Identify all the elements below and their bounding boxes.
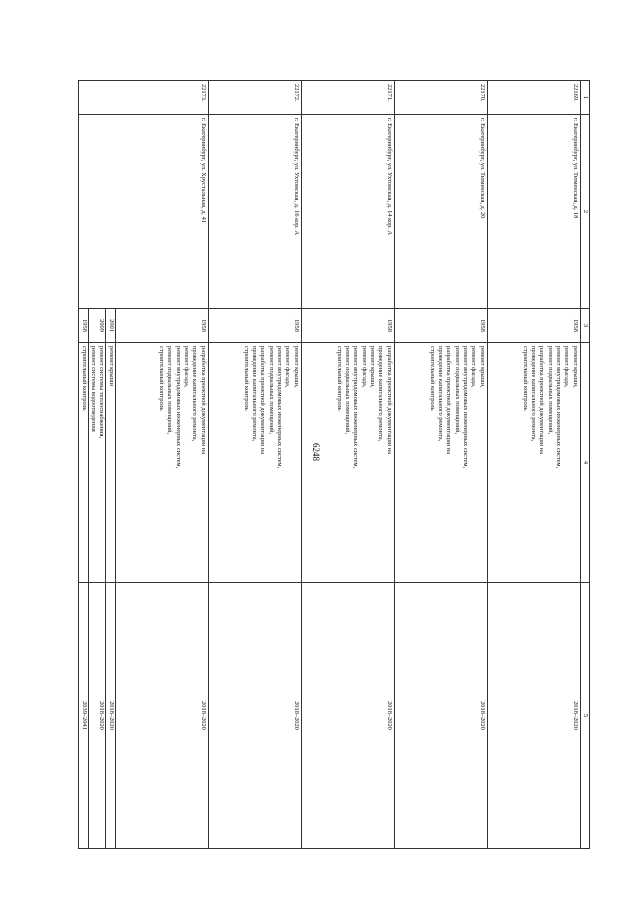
row-address: г. Екатеринбург, ул. Хрустальная, д. 41: [79, 115, 208, 309]
document-table-frame: [80, 80, 590, 848]
work-line: ремонт внутридомовых инженерных систем,: [555, 346, 563, 469]
work-line: ремонт подвальных помещений,: [546, 346, 554, 435]
subrow-period: 2018–2020: [88, 583, 106, 849]
header-col-2: 2: [580, 115, 589, 309]
subrow-period: 2039–2041: [79, 583, 88, 849]
work-line: ремонт фасада,: [470, 346, 478, 388]
row-period: 2018–2020: [208, 583, 301, 849]
work-line: строительный контроль: [242, 346, 250, 411]
subrow-period: 2018–2020: [106, 583, 115, 849]
row-address: г. Екатеринбург, ул. Тюменская, д. 20: [394, 115, 487, 309]
subrow-work: [88, 343, 106, 583]
work-line: строительный контроль: [158, 346, 166, 411]
work-line: ремонт подвальных помещений,: [344, 346, 352, 435]
row-year: 1958: [208, 309, 301, 343]
work-line: проведение капитального ремонта,: [437, 346, 445, 442]
row-number: 22172.: [208, 81, 301, 115]
subrow-work: ремонт крыши: [106, 343, 115, 583]
row-period: 2018–2020: [487, 583, 580, 849]
row-works: [487, 343, 580, 583]
work-line: ремонт фасада,: [360, 346, 368, 388]
work-line: проведение капитального ремонта,: [251, 346, 259, 442]
row-number: 22173.: [79, 81, 208, 115]
work-line: строительный контроль: [335, 346, 343, 411]
header-col-5: 5: [580, 583, 589, 849]
work-line: ремонт фасада,: [563, 346, 571, 388]
work-line: разработка проектной документации на: [259, 346, 267, 455]
row-address: г. Екатеринбург, ул. Тюменская, д. 18: [487, 115, 580, 309]
capital-repair-table: [78, 80, 590, 849]
work-line: разработка проектной документации на: [199, 346, 207, 455]
rotated-table-container: [80, 80, 590, 848]
work-line: ремонт внутридомовых инженерных систем,: [174, 346, 182, 469]
work-line: разработка проектной документации на: [538, 346, 546, 455]
row-works: [208, 343, 301, 583]
row-address: г. Екатеринбург, ул. Ухтомская, д. 14 кор. А: [301, 115, 394, 309]
row-period: 2018–2020: [301, 583, 394, 849]
work-line: ремонт внутридомовых инженерных систем,: [276, 346, 284, 469]
row-year: 1958: [487, 309, 580, 343]
subrow-year: 2001: [106, 309, 115, 343]
subrow-year: 2009: [88, 309, 106, 343]
work-line: ремонт внутридомовых инженерных систем,: [352, 346, 360, 469]
header-row: [580, 81, 589, 849]
row-works: [301, 343, 394, 583]
table-row: [394, 81, 487, 849]
work-line: строительный контроль: [428, 346, 436, 411]
table-row: [301, 81, 394, 849]
work-line: ремонт фасада,: [284, 346, 292, 388]
page-number: 6248: [311, 443, 321, 461]
work-line: ремонт подвальных помещений,: [166, 346, 174, 435]
work-line: ремонт крыши,: [478, 346, 486, 388]
row-year: 1958: [394, 309, 487, 343]
row-year: 1958: [301, 309, 394, 343]
work-line: разработка проектной документации на: [385, 346, 393, 455]
work-line: ремонт фасада,: [183, 346, 191, 388]
table-row: [208, 81, 301, 849]
header-col-3: 3: [580, 309, 589, 343]
work-line: ремонт системы теплоснабжения,: [98, 346, 106, 439]
header-col-1: 1: [580, 81, 589, 115]
row-works: [394, 343, 487, 583]
row-year: 1958: [115, 309, 208, 343]
row-period: 2018–2020: [394, 583, 487, 849]
subrow-year: 1958: [79, 309, 88, 343]
row-address: г. Екатеринбург, ул. Ухтомская, д. 16 кор. А: [208, 115, 301, 309]
row-number: 22169.: [487, 81, 580, 115]
work-line: проведение капитального ремонта,: [191, 346, 199, 442]
work-line: ремонт крыши,: [571, 346, 579, 388]
header-col-4: 4: [580, 343, 589, 583]
table-row: [115, 81, 208, 849]
row-number: 22170.: [394, 81, 487, 115]
work-line: ремонт крыши,: [369, 346, 377, 388]
subrow-work: строительный контроль: [79, 343, 88, 583]
table-row: [487, 81, 580, 849]
row-period: 2018–2020: [115, 583, 208, 849]
row-works: [115, 343, 208, 583]
work-line: ремонт системы водоотведения: [90, 346, 98, 432]
work-line: проведение капитального ремонта,: [530, 346, 538, 442]
work-line: строительный контроль: [521, 346, 529, 411]
work-line: разработка проектной документации на: [445, 346, 453, 455]
work-line: ремонт внутридомовых инженерных систем,: [462, 346, 470, 469]
work-line: ремонт подвальных помещений,: [453, 346, 461, 435]
work-line: проведение капитального ремонта,: [377, 346, 385, 442]
work-line: ремонт подвальных помещений,: [267, 346, 275, 435]
row-number: 22171.: [301, 81, 394, 115]
work-line: ремонт крыши,: [292, 346, 300, 388]
